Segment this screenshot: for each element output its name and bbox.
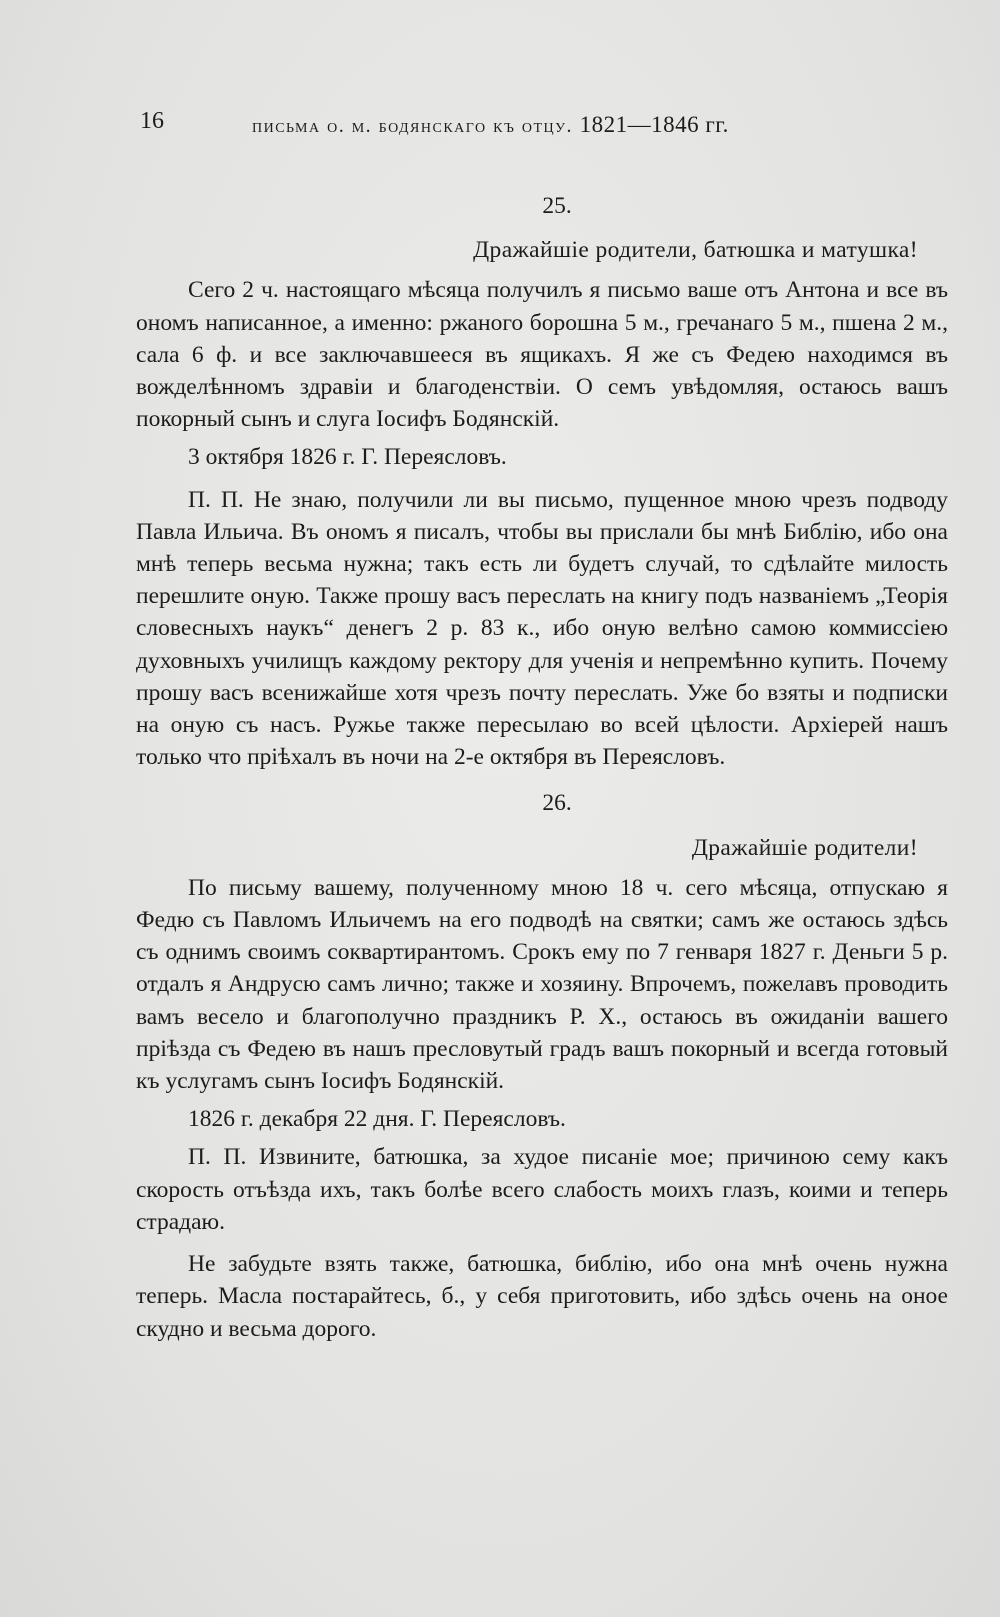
letter-number: 26.	[542, 790, 572, 817]
running-header	[140, 108, 860, 138]
section-spacer	[136, 777, 948, 787]
letter-dateline: 3 октября 1826 г. Г. Переясловъ.	[188, 444, 507, 471]
letter-body: Сего 2 ч. настоящаго мѣсяца получилъ я письмо ваше отъ Антона и все въ ономъ написанное, а именно: ржаного борошна 5 м., гречанаго 5 м., пшена 2 м., сала 6 ф. и все заключавшееся въ ящикахъ. Я же съ Федею находимся въ вожделѣнномъ здравіи и благоденствіи. О семъ увѣдомляя, остаюсь вашъ покорный сынъ и слуга Іосифъ Бодянскій.	[136, 277, 948, 433]
letter-postscript: П. П. Извините, батюшка, за худое писаніе мое; причиною сему какъ скорость отъѣзда ихъ, такъ болѣе всего слабость моихъ глазъ, коими и теперь страдаю.	[136, 1144, 948, 1235]
running-title	[252, 112, 729, 138]
letter-postscript: Не забудьте взять также, батюшка, библію, ибо она мнѣ очень нужна теперь. Масла постарайтесь, б., у себя приготовить, ибо здѣсь очень на оное скудно и весьма дорого.	[136, 1251, 948, 1342]
letter-greeting: Дражайшіе родители, батюшка и матушка!	[473, 237, 918, 264]
running-title-text: письма о. м. бодянскаго къ отцу.	[252, 115, 574, 137]
letter-dateline: 1826 г. декабря 22 дня. Г. Переясловъ.	[188, 1106, 566, 1133]
letter-25	[136, 190, 948, 773]
letter-postscript: П. П. Не знаю, получили ли вы письмо, пущенное мною чрезъ подводу Павла Ильича. Въ ономъ я писалъ, чтобы вы прислали бы мнѣ Библію, ибо она мнѣ теперь весьма нужна; такъ есть ли будетъ случай, то сдѣлайте милость перешлите оную. Также прошу васъ переслать на книгу подъ названіемъ „Теорія словесныхъ наукъ“ денегъ 2 р. 83 к., ибо оную велѣно самою коммиссіею духовныхъ училищъ каждому ректору для ученія и непремѣнно купить. Почему прошу васъ всенижайше хотя чрезъ почту переслать. Уже бо взяты и подписки на оную съ насъ. Ружье также пересылаю во всей цѣлости. Архіерей нашъ только что пріѣхалъ въ ночи на 2-е октября въ Переясловъ.	[136, 486, 948, 771]
letter-26	[136, 787, 948, 1344]
letter-greeting: Дражайшіе родители!	[691, 834, 918, 861]
page-body	[136, 190, 948, 1349]
letter-body: По письму вашему, полученному мною 18 ч. сего мѣсяца, отпускаю я Федю съ Павломъ Ильичемъ на его подводѣ на святки; самъ же остаюсь здѣсь съ однимъ своимъ соквартирантомъ. Срокъ ему по 7 генваря 1827 г. Деньги 5 р. отдалъ я Андрусю самъ лично; также и хозяину. Впрочемъ, пожелавъ проводить вамъ весело и благополучно праздникъ Р. Х., остаюсь въ ожиданіи вашего пріѣзда съ Федею въ нашъ пресловутый градъ вашъ покорный и всегда готовый къ услугамъ сынъ Іосифъ Бодянскій.	[136, 874, 948, 1095]
page-number: 16	[140, 108, 164, 134]
running-title-years: 1821—1846 гг.	[579, 112, 729, 137]
letter-number: 25.	[542, 193, 572, 219]
